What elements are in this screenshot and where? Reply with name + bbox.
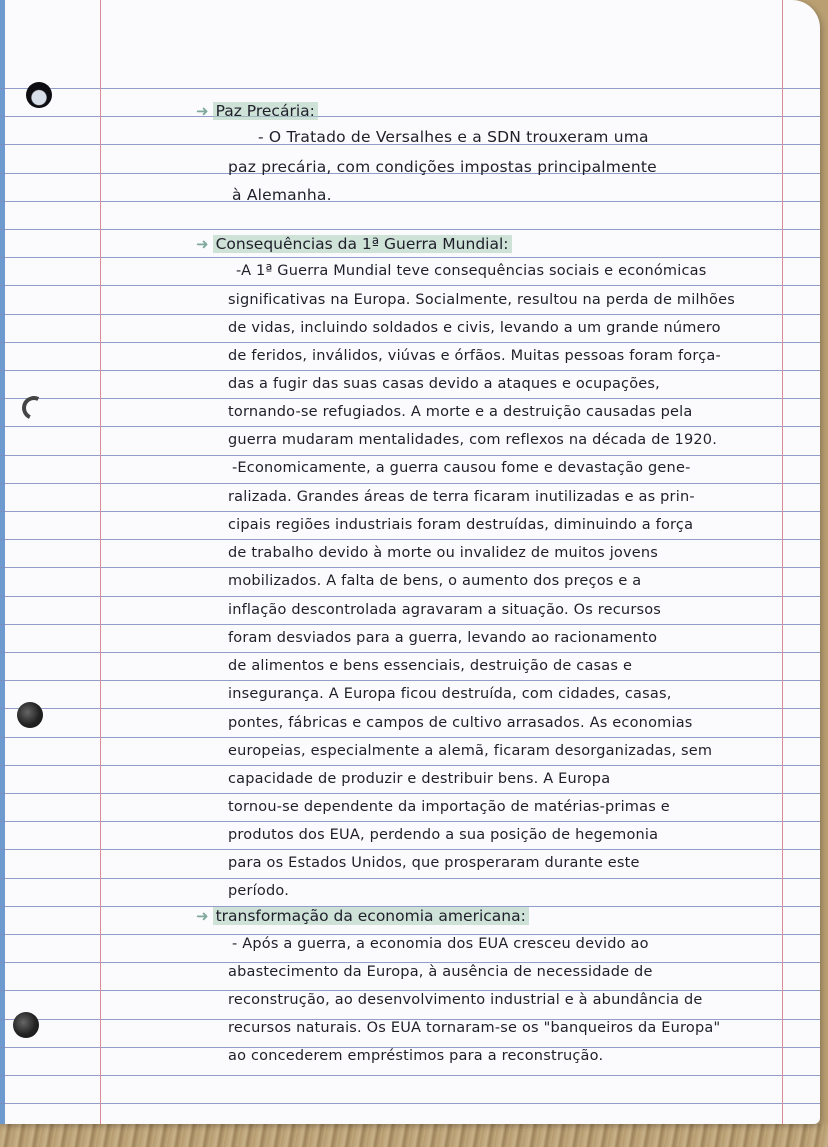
text-line: abastecimento da Europa, à ausência de necessidade de	[228, 964, 653, 980]
rule-line	[0, 398, 820, 399]
text-line: - Após a guerra, a economia dos EUA cresceu devido ao	[232, 936, 649, 952]
rule-line	[0, 285, 820, 286]
text-line: - O Tratado de Versalhes e a SDN trouxeram uma	[258, 128, 649, 146]
rule-line	[0, 652, 820, 653]
text-line: europeias, especialmente a alemã, ficaram desorganizadas, sem	[228, 743, 713, 759]
text-line: cipais regiões industriais foram destruídas, diminuindo a força	[228, 517, 694, 533]
text-line: de trabalho devido à morte ou invalidez de muitos jovens	[228, 545, 659, 561]
rule-line	[0, 88, 820, 89]
rule-line	[0, 708, 820, 709]
text-line: de feridos, inválidos, viúvas e órfãos. Muitas pessoas foram força-	[228, 348, 721, 364]
rule-line	[0, 624, 820, 625]
text-line: foram desviados para a guerra, levando ao racionamento	[228, 630, 658, 646]
text-line: guerra mudaram mentalidades, com reflexos na década de 1920.	[228, 432, 718, 448]
left-margin-line	[100, 0, 101, 1124]
right-margin-line	[782, 0, 783, 1124]
rule-line	[0, 849, 820, 850]
text-line: para os Estados Unidos, que prosperaram durante este	[228, 855, 640, 871]
rule-line	[0, 116, 820, 117]
text-line: tornando-se refugiados. A morte e a destruição causadas pela	[228, 404, 693, 420]
text-line: reconstrução, ao desenvolvimento industrial e à abundância de	[228, 992, 703, 1008]
rule-line	[0, 342, 820, 343]
rule-line	[0, 567, 820, 568]
rule-line	[0, 1103, 820, 1104]
section-heading: ➜ Consequências da 1ª Guerra Mundial:	[196, 234, 512, 254]
rule-line	[0, 680, 820, 681]
table-surface	[0, 1124, 828, 1147]
rule-line	[0, 370, 820, 371]
rule-line	[0, 257, 820, 258]
rule-line	[0, 229, 820, 230]
text-line: inflação descontrolada agravaram a situação. Os recursos	[228, 602, 662, 618]
rule-line	[0, 1075, 820, 1076]
binder-hole-icon	[17, 702, 43, 728]
rule-line	[0, 511, 820, 512]
arrow-bullet-icon: ➜	[196, 102, 209, 120]
rule-line	[0, 793, 820, 794]
text-line: à Alemanha.	[232, 186, 332, 204]
text-line: recursos naturais. Os EUA tornaram-se os "banqueiros da Europa"	[228, 1020, 721, 1036]
text-line: -A 1ª Guerra Mundial teve consequências sociais e económicas	[236, 263, 707, 279]
rule-line	[0, 426, 820, 427]
text-line: das a fugir das suas casas devido a ataques e ocupações,	[228, 376, 660, 392]
text-line: produtos dos EUA, perdendo a sua posição de hegemonia	[228, 827, 659, 843]
rule-line	[0, 539, 820, 540]
rule-line	[0, 878, 820, 879]
arrow-bullet-icon: ➜	[196, 235, 209, 253]
section-heading: ➜ Paz Precária:	[196, 101, 318, 121]
rule-line	[0, 455, 820, 456]
rule-line	[0, 737, 820, 738]
rule-line	[0, 596, 820, 597]
text-line: capacidade de produzir e destribuir bens. A Europa	[228, 771, 611, 787]
text-line: -Economicamente, a guerra causou fome e devastação gene-	[232, 460, 691, 476]
rule-line	[0, 483, 820, 484]
text-line: ao concederem empréstimos para a reconstrução.	[228, 1048, 604, 1064]
text-line: pontes, fábricas e campos de cultivo arrasados. As economias	[228, 715, 693, 731]
text-line: mobilizados. A falta de bens, o aumento dos preços e a	[228, 573, 642, 589]
rule-line	[0, 314, 820, 315]
arrow-bullet-icon: ➜	[196, 907, 209, 925]
text-line: de vidas, incluindo soldados e civis, levando a um grande número	[228, 320, 721, 336]
rule-line	[0, 821, 820, 822]
text-line: paz precária, com condições impostas principalmente	[228, 158, 657, 176]
binder-hole-icon	[26, 82, 52, 108]
text-line: significativas na Europa. Socialmente, resultou na perda de milhões	[228, 292, 736, 308]
text-line: de alimentos e bens essenciais, destruição de casas e	[228, 658, 633, 674]
text-line: insegurança. A Europa ficou destruída, com cidades, casas,	[228, 686, 672, 702]
rule-line	[0, 765, 820, 766]
binder-hole-icon	[13, 1012, 39, 1038]
text-line: tornou-se dependente da importação de matérias-primas e	[228, 799, 670, 815]
text-line: período.	[228, 883, 290, 899]
page-left-edge	[0, 0, 5, 1124]
text-line: ralizada. Grandes áreas de terra ficaram inutilizadas e as prin-	[228, 489, 695, 505]
section-heading: ➜ transformação da economia americana:	[196, 906, 529, 926]
rule-line	[0, 201, 820, 202]
